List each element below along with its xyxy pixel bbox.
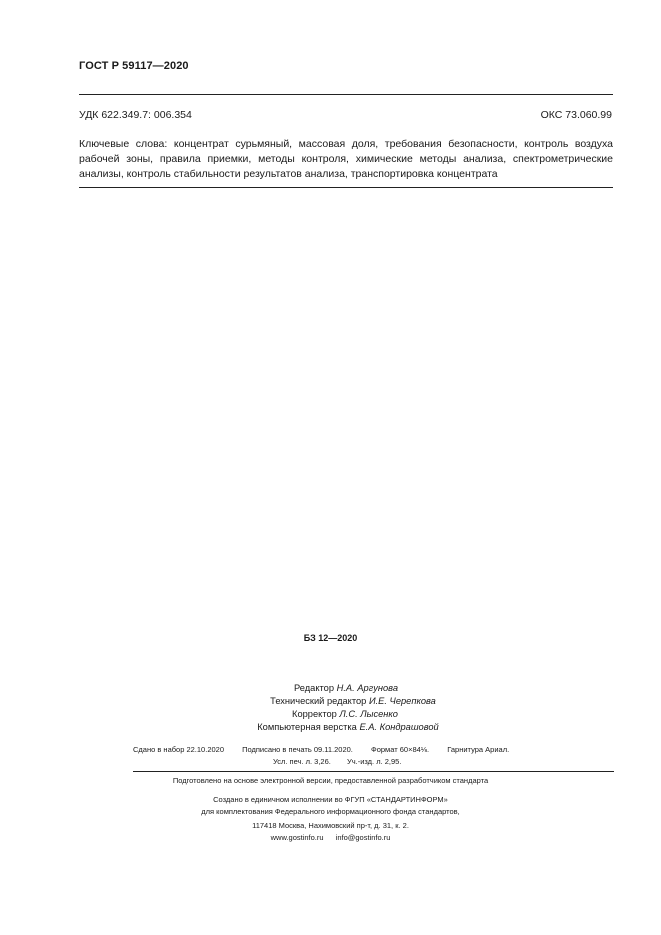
print-sheets: Усл. печ. л. 3,26. bbox=[273, 757, 331, 766]
credit-tech-editor bbox=[0, 695, 661, 708]
credit-role: Корректор bbox=[292, 709, 337, 719]
website-link[interactable]: www.gostinfo.ru bbox=[270, 833, 324, 842]
keywords-divider bbox=[79, 187, 613, 188]
prepared-note: Подготовлено на основе электронной версии, предоставленной разработчиком стандарта bbox=[172, 776, 489, 785]
publication-line-1 bbox=[133, 745, 525, 754]
paper-format: Формат 60×84⅛. bbox=[371, 745, 430, 754]
credit-editor bbox=[0, 682, 661, 695]
credit-role: Технический редактор bbox=[270, 696, 367, 706]
credit-layout bbox=[0, 721, 661, 734]
bz-number: БЗ 12—2020 bbox=[303, 633, 358, 643]
keywords-paragraph: Ключевые слова: концентрат сурьмяный, массовая доля, требования безопасности, контроль воздуха рабочей зоны, правила приемки, методы контроля, химические методы анализа, спектрометрические анализы, контроль стабильности результатов анализа, транспортировка концентрата bbox=[79, 138, 613, 180]
credit-name: Н.А. Аргунова bbox=[336, 683, 398, 693]
credit-name: И.Е. Черепкова bbox=[368, 696, 436, 706]
signed-date: Подписано в печать 09.11.2020. bbox=[242, 745, 353, 754]
credit-name: Л.С. Лысенко bbox=[339, 709, 398, 719]
credit-name: Е.А. Кондрашовой bbox=[359, 722, 439, 732]
contact-block bbox=[0, 820, 661, 844]
created-note bbox=[0, 794, 661, 818]
submitted-date: Сдано в набор 22.10.2020 bbox=[133, 745, 224, 754]
credit-role: Компьютерная верстка bbox=[257, 722, 357, 732]
created-line-1: Создано в единичном исполнении во ФГУП «СТАНДАРТИНФОРМ» bbox=[213, 795, 448, 804]
top-divider bbox=[79, 94, 613, 95]
publication-line-2 bbox=[273, 757, 415, 766]
created-line-2: для комплектования Федерального информационного фонда стандартов, bbox=[201, 807, 460, 816]
web-contacts bbox=[0, 832, 661, 844]
footer-divider bbox=[133, 771, 614, 772]
udk-code: УДК 622.349.7: 006.354 bbox=[79, 109, 192, 121]
standard-number: ГОСТ Р 59117—2020 bbox=[79, 60, 189, 72]
pub-sheets: Уч.-изд. л. 2,95. bbox=[346, 757, 402, 766]
credit-corrector bbox=[0, 708, 661, 721]
email-link[interactable]: info@gostinfo.ru bbox=[335, 833, 391, 842]
address: 117418 Москва, Нахимовский пр-т, д. 31, к. 2. bbox=[252, 821, 409, 830]
typeface: Гарнитура Ариал. bbox=[447, 745, 510, 754]
oks-code: ОКС 73.060.99 bbox=[540, 109, 612, 121]
credit-role: Редактор bbox=[294, 683, 335, 693]
credits-block bbox=[0, 682, 661, 734]
